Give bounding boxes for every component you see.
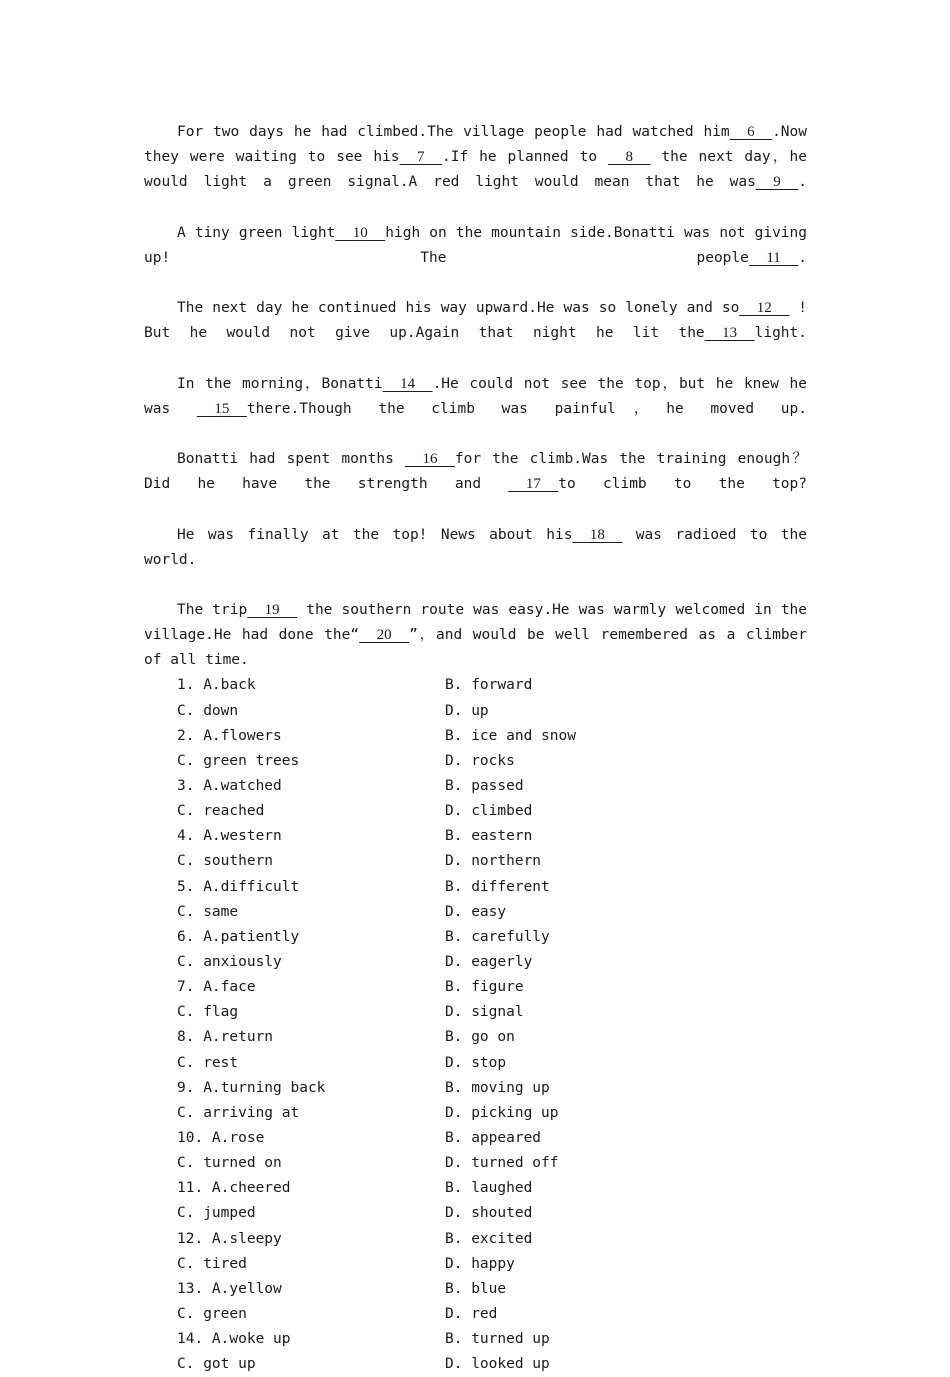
option-a: 13. A.yellow bbox=[177, 1280, 282, 1297]
option-d: D. happy bbox=[445, 1255, 515, 1272]
blank-17: 17 bbox=[525, 476, 541, 493]
blank-19: 19 bbox=[264, 601, 280, 618]
passage-text: for the climb.Was the training enough？Did he have the strength and bbox=[144, 451, 807, 493]
answer-options bbox=[144, 673, 807, 1377]
question-4-row bbox=[144, 849, 807, 874]
passage-text: Bonatti had spent months bbox=[177, 451, 405, 468]
passage-text: The next day he continued his way upward.He was so lonely and so bbox=[177, 300, 740, 317]
passage-text: . bbox=[798, 174, 807, 191]
option-d: D. signal bbox=[445, 1004, 524, 1021]
passage-text: there.Though the climb was painful，he moved up. bbox=[246, 400, 807, 417]
blank-8: 8 bbox=[625, 149, 633, 166]
option-b: B. go on bbox=[445, 1029, 515, 1046]
question-10-row bbox=[144, 1151, 807, 1176]
question-12-row bbox=[144, 1227, 807, 1252]
option-b: B. blue bbox=[445, 1280, 507, 1297]
option-b: B. passed bbox=[445, 778, 524, 794]
option-d: D. easy bbox=[445, 903, 507, 920]
option-c: C. arriving at bbox=[177, 1104, 300, 1121]
document-page bbox=[144, 120, 807, 1377]
question-7-row bbox=[144, 975, 807, 1000]
paragraph-6 bbox=[144, 523, 807, 598]
option-a: 12. A.sleepy bbox=[177, 1230, 282, 1247]
question-3-row bbox=[144, 799, 807, 824]
option-c: C. anxiously bbox=[177, 953, 282, 970]
blank-10: 10 bbox=[352, 224, 368, 241]
question-3-row bbox=[144, 774, 807, 799]
blank-20: 20 bbox=[376, 627, 392, 644]
option-d: D. shouted bbox=[445, 1205, 533, 1222]
option-a: 1. A.back bbox=[177, 677, 256, 694]
option-b: B. appeared bbox=[445, 1129, 542, 1146]
option-d: D. up bbox=[445, 702, 489, 719]
question-8-row bbox=[144, 1025, 807, 1050]
option-d: D. eagerly bbox=[445, 953, 533, 970]
option-b: B. moving up bbox=[445, 1079, 550, 1096]
option-c: C. southern bbox=[177, 853, 274, 870]
passage-text: the southern route was easy.He was warmly welcomed in the village.He had done the“ bbox=[144, 601, 808, 644]
question-9-row bbox=[144, 1101, 807, 1126]
blank-9: 9 bbox=[773, 174, 781, 191]
option-d: D. stop bbox=[445, 1054, 507, 1071]
option-a: 4. A.western bbox=[177, 828, 282, 845]
paragraph-3 bbox=[144, 296, 807, 371]
question-5-row bbox=[144, 900, 807, 925]
question-7-row bbox=[144, 1000, 807, 1025]
option-d: D. picking up bbox=[445, 1104, 559, 1121]
blank-18: 18 bbox=[589, 526, 605, 543]
question-2-row bbox=[144, 749, 807, 774]
option-a: 5. A.difficult bbox=[177, 878, 300, 895]
question-14-row bbox=[144, 1327, 807, 1352]
question-1-row bbox=[144, 673, 807, 698]
option-c: C. same bbox=[177, 903, 239, 920]
passage-text: high on the mountain side.Bonatti was not giving up! The people bbox=[144, 224, 808, 266]
question-11-row bbox=[144, 1176, 807, 1201]
passage-text: .He could not see the top，but he knew he was bbox=[144, 375, 807, 417]
option-b: B. laughed bbox=[445, 1180, 533, 1197]
option-a: 7. A.face bbox=[177, 979, 256, 996]
passage-text: light. bbox=[754, 325, 807, 342]
paragraph-7 bbox=[144, 598, 807, 673]
passage-text: was radioed to the world. bbox=[144, 526, 807, 568]
question-14-row bbox=[144, 1352, 807, 1377]
option-c: C. got up bbox=[177, 1356, 256, 1373]
paragraph-5 bbox=[144, 447, 807, 522]
option-d: D. rocks bbox=[445, 752, 515, 769]
question-13-row bbox=[144, 1277, 807, 1302]
question-12-row bbox=[144, 1252, 807, 1277]
option-b: B. forward bbox=[445, 677, 533, 694]
question-1-row bbox=[144, 699, 807, 724]
option-a: 11. A.cheered bbox=[177, 1180, 291, 1197]
blank-15: 15 bbox=[214, 400, 230, 417]
passage-text: . bbox=[798, 249, 807, 266]
option-c: C. turned on bbox=[177, 1155, 282, 1172]
option-c: C. rest bbox=[177, 1054, 239, 1071]
question-13-row bbox=[144, 1302, 807, 1327]
option-d: D. looked up bbox=[445, 1356, 550, 1373]
paragraph-4 bbox=[144, 372, 807, 447]
option-d: D. red bbox=[445, 1305, 498, 1322]
option-b: B. turned up bbox=[445, 1331, 550, 1348]
blank-6: 6 bbox=[747, 124, 755, 140]
option-c: C. tired bbox=[177, 1255, 247, 1272]
question-6-row bbox=[144, 925, 807, 950]
option-c: C. reached bbox=[177, 803, 265, 820]
option-a: 2. A.flowers bbox=[177, 727, 282, 744]
option-b: B. different bbox=[445, 878, 550, 895]
option-c: C. jumped bbox=[177, 1205, 256, 1222]
blank-11: 11 bbox=[766, 249, 781, 266]
passage-text: to climb to the top? bbox=[558, 476, 807, 493]
option-a: 6. A.patiently bbox=[177, 928, 300, 945]
option-a: 3. A.watched bbox=[177, 778, 282, 794]
question-5-row bbox=[144, 875, 807, 900]
question-6-row bbox=[144, 950, 807, 975]
option-a: 10. A.rose bbox=[177, 1129, 265, 1146]
passage-text: For two days he had climbed.The village people had watched him bbox=[177, 124, 730, 140]
question-10-row bbox=[144, 1126, 807, 1151]
passage-text: the next day，he would light a green signal.A red light would mean that he was bbox=[144, 149, 808, 191]
option-d: D. climbed bbox=[445, 803, 533, 820]
passage-text: ! But he would not give up.Again that night he lit the bbox=[144, 300, 807, 342]
passage-text: He was finally at the top! News about his bbox=[177, 526, 573, 543]
paragraph-2 bbox=[144, 221, 807, 296]
blank-12: 12 bbox=[756, 300, 772, 317]
option-b: B. figure bbox=[445, 979, 524, 996]
option-b: B. carefully bbox=[445, 928, 550, 945]
option-d: D. turned off bbox=[445, 1155, 559, 1172]
blank-16: 16 bbox=[422, 451, 438, 468]
option-b: B. excited bbox=[445, 1230, 533, 1247]
option-a: 14. A.woke up bbox=[177, 1331, 291, 1348]
passage-text: A tiny green light bbox=[177, 224, 336, 241]
passage-text: .Now they were waiting to see his bbox=[144, 124, 807, 166]
passage-text: In the morning，Bonatti bbox=[177, 375, 383, 392]
option-a: 8. A.return bbox=[177, 1029, 274, 1046]
passage-text: The trip bbox=[177, 601, 248, 618]
option-c: C. green trees bbox=[177, 752, 300, 769]
question-11-row bbox=[144, 1201, 807, 1226]
option-c: C. flag bbox=[177, 1004, 239, 1021]
option-c: C. down bbox=[177, 702, 239, 719]
passage-text: .If he planned to bbox=[441, 149, 609, 166]
passage bbox=[144, 120, 807, 673]
passage-text: ”，and would be well remembered as a climber of all time. bbox=[144, 627, 808, 669]
option-b: B. ice and snow bbox=[445, 727, 576, 744]
blank-7: 7 bbox=[417, 149, 425, 166]
question-9-row bbox=[144, 1076, 807, 1101]
blank-13: 13 bbox=[722, 325, 738, 342]
paragraph-1 bbox=[144, 120, 807, 221]
option-a: 9. A.turning back bbox=[177, 1079, 326, 1096]
question-8-row bbox=[144, 1051, 807, 1076]
option-d: D. northern bbox=[445, 853, 542, 870]
option-c: C. green bbox=[177, 1305, 247, 1322]
question-2-row bbox=[144, 724, 807, 749]
blank-14: 14 bbox=[400, 375, 416, 392]
option-b: B. eastern bbox=[445, 828, 533, 845]
question-4-row bbox=[144, 824, 807, 849]
